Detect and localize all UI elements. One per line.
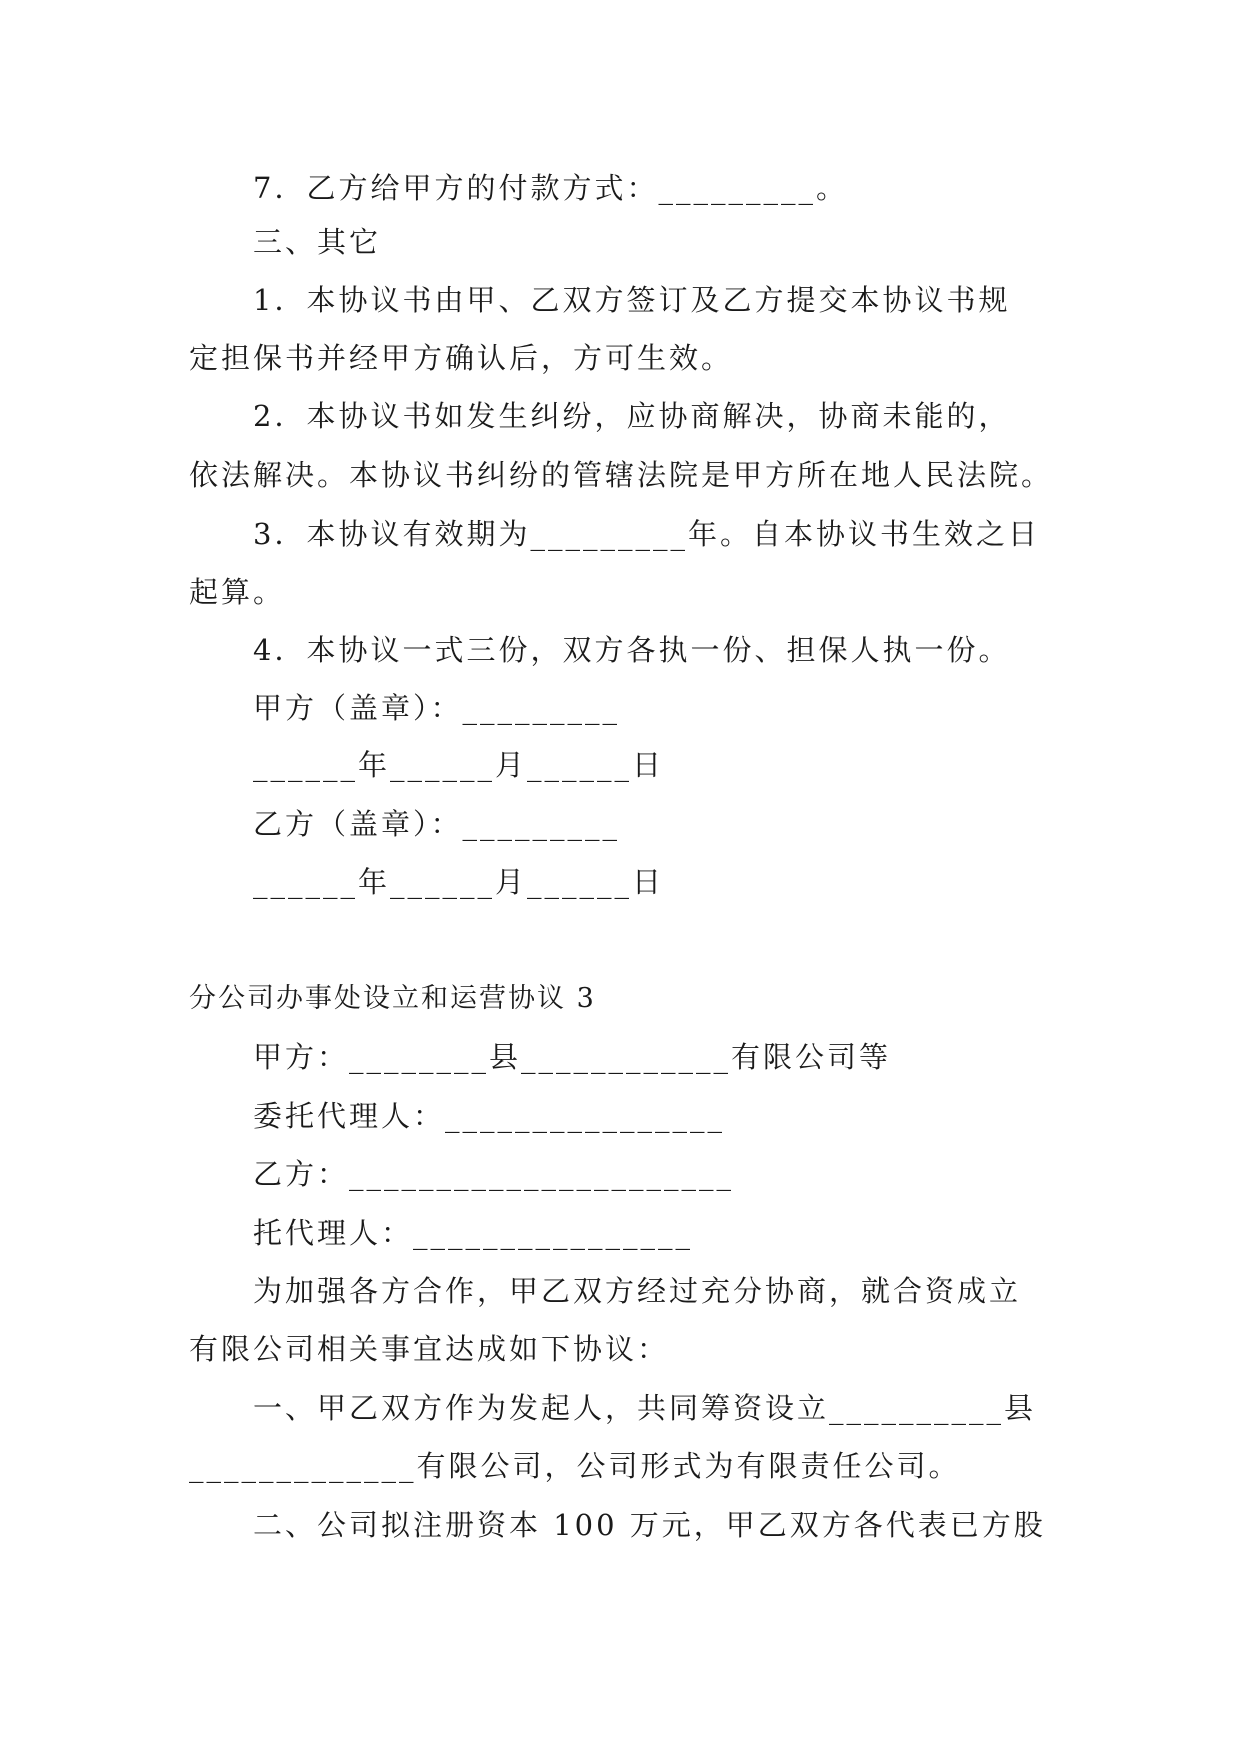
item-7-payment-method: 7．乙方给甲方的付款方式：_________。 (253, 171, 848, 205)
item-1-line-1: 1．本协议书由甲、乙双方签订及乙方提交本协议书规 (253, 283, 1011, 317)
intro-line-1: 为加强各方合作，甲乙双方经过充分协商，就合资成立 (253, 1274, 1022, 1308)
item-2-line-2: 依法解决。本协议书纠纷的管辖法院是甲方所在地人民法院。 (189, 458, 1054, 492)
agent-a-line: 委托代理人：________________ (253, 1099, 726, 1133)
item-3-line-2: 起算。 (189, 575, 286, 609)
clause-1-line-2: _____________有限公司，公司形式为有限责任公司。 (189, 1449, 961, 1483)
clause-2-line-1: 二、公司拟注册资本 100 万元，甲乙双方各代表已方股 (253, 1508, 1046, 1542)
heading-others: 三、其它 (253, 225, 382, 259)
intro-line-2: 有限公司相关事宜达成如下协议： (189, 1332, 670, 1366)
party-b-line: 乙方：______________________ (253, 1157, 735, 1191)
item-3-line-1: 3．本协议有效期为_________年。自本协议书生效之日 (253, 517, 1040, 551)
agreement-title: 分公司办事处设立和运营协议 3 (189, 983, 596, 1014)
item-4: 4．本协议一式三份，双方各执一份、担保人执一份。 (253, 633, 1011, 667)
agent-b-line: 托代理人：________________ (253, 1216, 694, 1250)
party-b-seal: 乙方（盖章）：_________ (253, 807, 621, 841)
item-2-line-1: 2．本协议书如发生纠纷，应协商解决，协商未能的， (253, 399, 1011, 433)
party-a-date: ______年______月______日 (253, 748, 665, 782)
party-b-date: ______年______月______日 (253, 865, 665, 899)
clause-1-line-1: 一、甲乙双方作为发起人，共同筹资设立__________县 (253, 1391, 1037, 1425)
party-a-seal: 甲方（盖章）：_________ (253, 691, 621, 725)
party-a-line: 甲方：________县____________有限公司等 (253, 1040, 892, 1074)
item-1-line-2: 定担保书并经甲方确认后，方可生效。 (189, 341, 734, 375)
